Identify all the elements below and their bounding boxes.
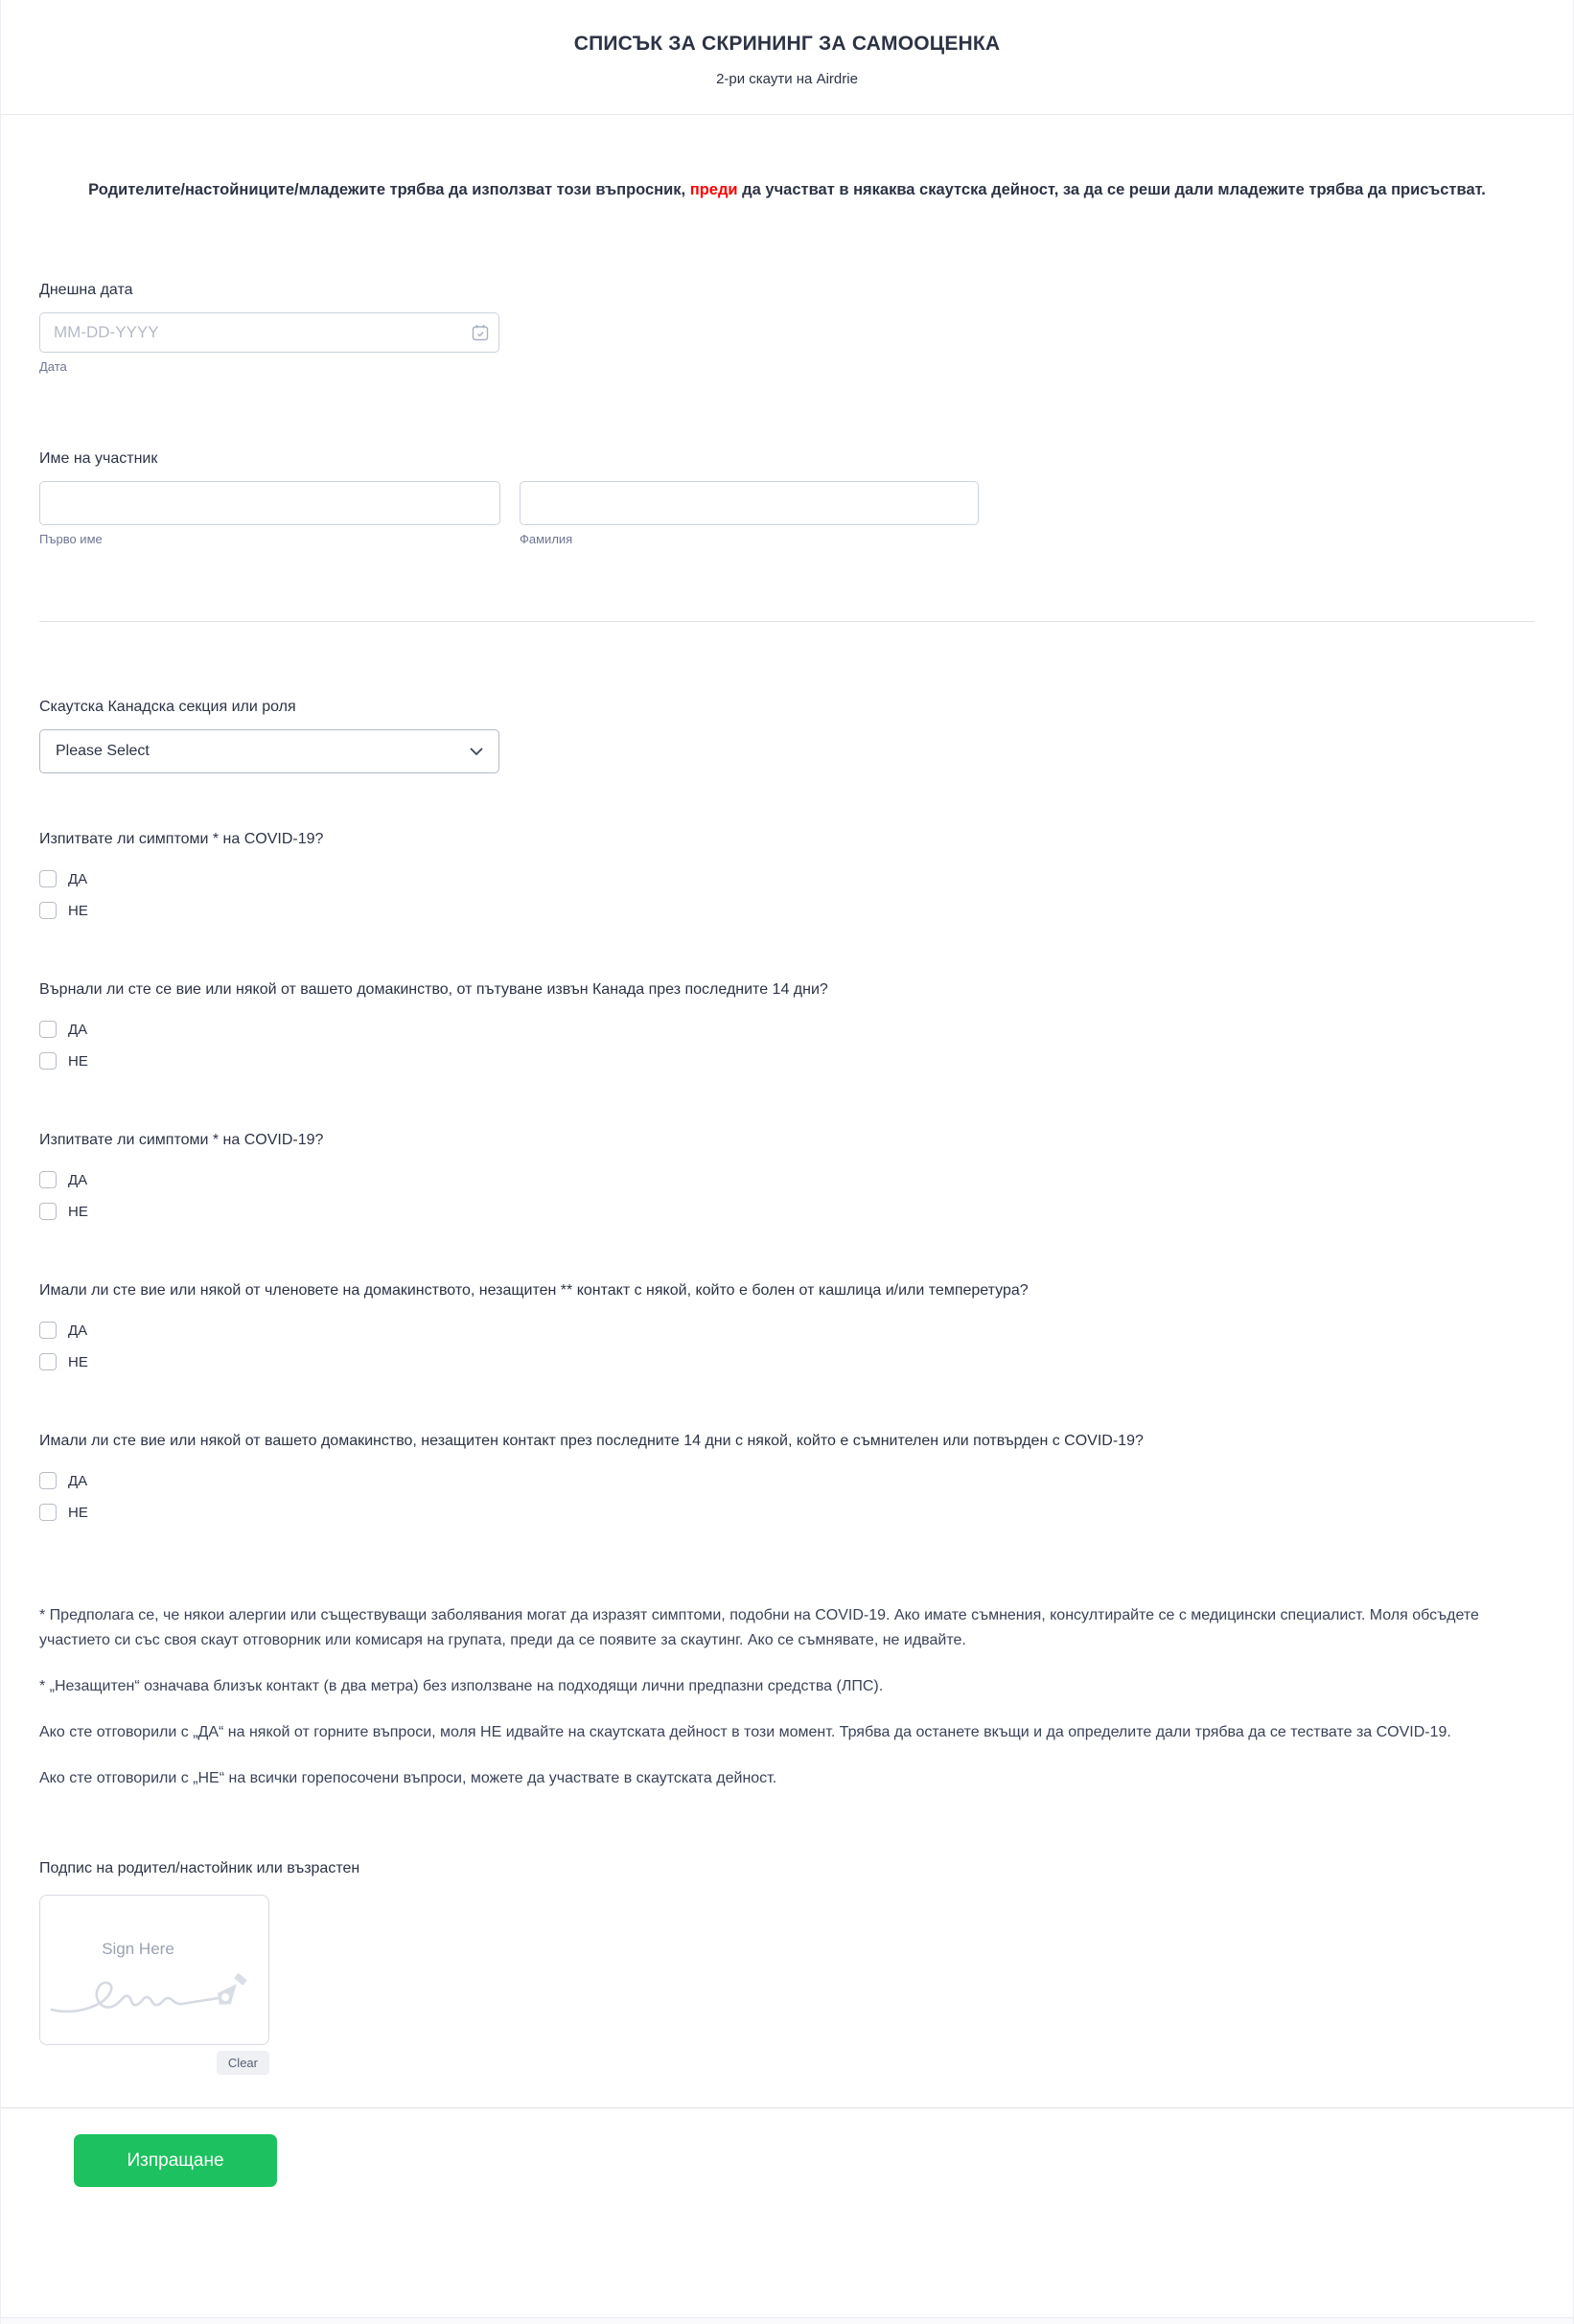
first-name-sublabel: Първо име: [39, 532, 103, 546]
page-title: СПИСЪК ЗА СКРИНИНГ ЗА САМООЦЕНКА: [573, 33, 1001, 55]
page-bottom-edge: [1, 2317, 1573, 2324]
no-checkbox[interactable]: [39, 1052, 57, 1070]
question-label: Имали ли сте вие или някой от членовете на домакинството, незащитен ** контакт с някой, който е болен от кашлица и/или темперетура?: [39, 1282, 1029, 1299]
section-role-field: [39, 699, 1535, 773]
page-subtitle: 2-ри скаути на Airdrie: [716, 71, 858, 87]
name-field-label: Име на участник: [39, 450, 158, 467]
date-input[interactable]: [39, 312, 499, 353]
signature-pad[interactable]: [39, 1895, 269, 2045]
option-row-yes[interactable]: [39, 1321, 1535, 1340]
submit-section: [1, 2108, 1573, 2187]
section-role-label: Скаутска Канадска секция или роля: [39, 699, 296, 715]
option-row-no[interactable]: [39, 901, 1535, 920]
intro-paragraph: [39, 173, 1535, 207]
intro-highlight: преди: [689, 181, 738, 198]
option-row-no[interactable]: [39, 1503, 1535, 1522]
no-checkbox[interactable]: [39, 1353, 57, 1370]
yes-checkbox[interactable]: [39, 870, 57, 887]
no-label: НЕ: [68, 902, 88, 919]
submit-button[interactable]: Изпращане: [74, 2134, 277, 2187]
date-field-label: Днешна дата: [39, 282, 133, 298]
question-label: Изпитвате ли симптоми * на COVID-19?: [39, 831, 324, 847]
question-symptoms-2: [39, 1132, 1535, 1221]
yes-checkbox[interactable]: [39, 1021, 57, 1038]
yes-label: ДА: [68, 1322, 88, 1339]
section-divider: [39, 621, 1535, 622]
calendar-icon[interactable]: [472, 324, 489, 341]
date-sublabel: Дата: [39, 359, 67, 374]
last-name-sublabel: Фамилия: [520, 532, 573, 546]
option-row-no[interactable]: [39, 1051, 1535, 1070]
yes-label: ДА: [68, 1171, 88, 1188]
option-row-no[interactable]: [39, 1202, 1535, 1221]
no-label: НЕ: [68, 1203, 88, 1220]
yes-label: ДА: [68, 870, 88, 887]
no-checkbox[interactable]: [39, 902, 57, 919]
chevron-down-icon: [470, 748, 483, 756]
intro-text-before: Родителите/настойниците/младежите трябва да използват този въпросник,: [88, 181, 690, 198]
signature-field: [39, 1860, 1535, 2075]
question-contact-covid: [39, 1433, 1535, 1522]
no-checkbox[interactable]: [39, 1203, 57, 1220]
option-row-yes[interactable]: [39, 1471, 1535, 1490]
signature-squiggle-pen-icon: [48, 1960, 261, 2021]
question-contact-sick: [39, 1282, 1535, 1371]
yes-checkbox[interactable]: [39, 1322, 57, 1339]
section-role-selected-value: Please Select: [56, 743, 150, 759]
question-label: Изпитвате ли симптоми * на COVID-19?: [39, 1132, 324, 1148]
name-field: [39, 450, 1535, 546]
last-name-input[interactable]: [520, 481, 979, 525]
yes-checkbox[interactable]: [39, 1472, 57, 1489]
question-label: Имали ли сте вие или някой от вашето домакинство, незащитен контакт през последните 14 дни с някой, който е съмнителен или потвърден с COVID-19?: [39, 1433, 1144, 1449]
question-symptoms-1: [39, 831, 1535, 920]
question-travel: [39, 981, 1535, 1070]
option-row-no[interactable]: [39, 1352, 1535, 1371]
form-header: [1, 0, 1573, 115]
date-field: [39, 282, 1535, 374]
sign-here-placeholder: Sign Here: [102, 1940, 174, 1958]
note-if-no: Ако сте отговорили с „НЕ“ на всички горепосочени въпроси, можете да участвате в скаутската дейност.: [39, 1770, 777, 1786]
no-label: НЕ: [68, 1353, 88, 1370]
option-row-yes[interactable]: [39, 869, 1535, 888]
section-role-select[interactable]: [39, 729, 499, 773]
yes-checkbox[interactable]: [39, 1171, 57, 1188]
option-row-yes[interactable]: [39, 1170, 1535, 1189]
intro-text-after: да участват в някаква скаутска дейност, за да се реши дали младежите трябва да присъстват.: [737, 181, 1486, 198]
question-label: Върнали ли сте се вие или някой от вашето домакинство, от пътуване извън Канада през последните 14 дни?: [39, 981, 828, 998]
clear-signature-button[interactable]: Clear: [217, 2051, 269, 2075]
no-checkbox[interactable]: [39, 1504, 57, 1521]
first-name-input[interactable]: [39, 481, 500, 525]
note-unprotected-definition: * „Незащитен“ означава близък контакт (в два метра) без използване на подходящи лични предпазни средства (ЛПС).: [39, 1678, 884, 1694]
footnotes: [39, 1603, 1535, 1791]
note-if-yes: Ако сте отговорили с „ДА“ на някой от горните въпроси, моля НЕ идвайте на скаутската дейност в този момент. Трябва да останете вкъщи и да определите дали трябва да се тествате за COVID-19.: [39, 1724, 1451, 1740]
yes-label: ДА: [68, 1472, 88, 1489]
no-label: НЕ: [68, 1052, 88, 1070]
note-allergies: * Предполага се, че някои алергии или съществуващи заболявания могат да изразят симптоми, подобни на COVID-19. Ако имате съмнения, консултирайте се с медицински специалист. Моля обсъдете участието си със своя скаут отговорник или комисаря на групата, преди да се появите за скаутинг. Ако се съмнявате, не идвайте.: [39, 1607, 1479, 1648]
option-row-yes[interactable]: [39, 1020, 1535, 1039]
no-label: НЕ: [68, 1504, 88, 1521]
signature-label: Подпис на родител/настойник или възрастен: [39, 1860, 360, 1876]
yes-label: ДА: [68, 1021, 88, 1038]
